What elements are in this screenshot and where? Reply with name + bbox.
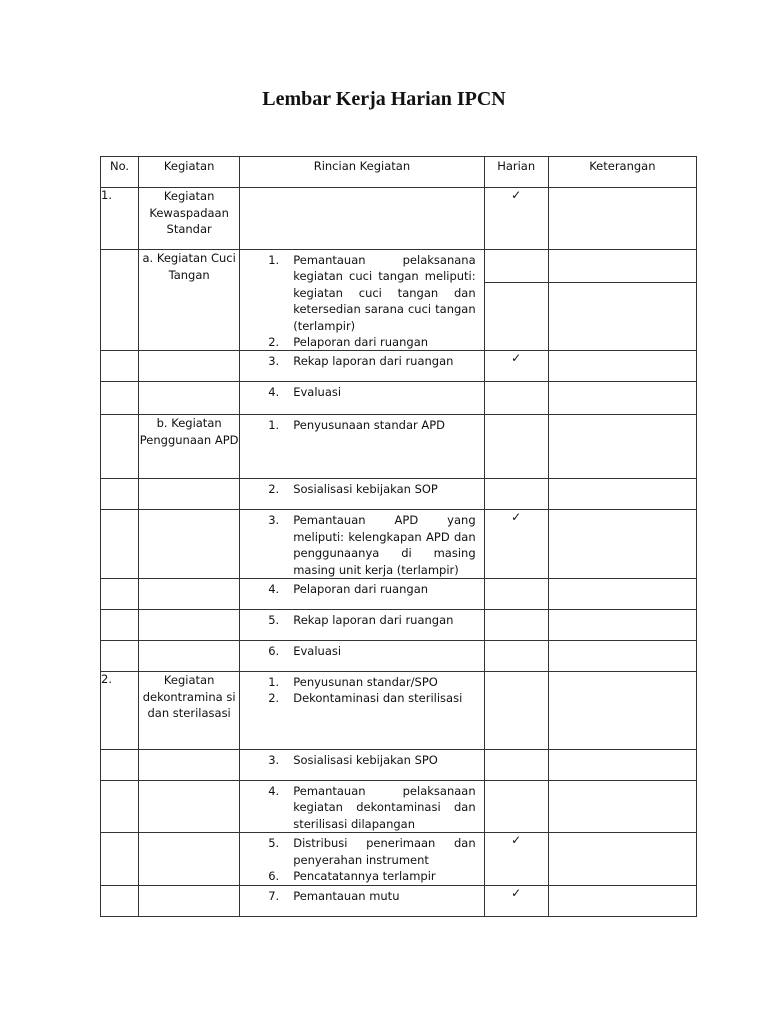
- cell-rincian: [240, 610, 484, 641]
- table-row: [101, 250, 697, 351]
- list-item-text: Sosialisasi kebijakan SPO: [293, 753, 438, 768]
- cell-no: [101, 885, 139, 916]
- cell-no: [101, 641, 139, 672]
- cell-no: [101, 510, 139, 579]
- list-item-number: 3.: [268, 354, 280, 369]
- list-item-text: Sosialisasi kebijakan SOP: [293, 482, 438, 497]
- list-item: [240, 384, 475, 400]
- harian-subcell: [485, 250, 548, 283]
- cell-kegiatan: [139, 885, 240, 916]
- cell-kegiatan: [139, 579, 240, 610]
- rincian-list: [240, 610, 483, 628]
- list-item-number: 1.: [268, 418, 280, 433]
- cell-kegiatan: [139, 610, 240, 641]
- table-row: [101, 885, 697, 916]
- list-item-text: Pemantauan pelaksanana kegiatan cuci tangan meliputi: kegiatan cuci tangan dan ketersedian sarana cuci tangan (terlampir): [293, 253, 476, 333]
- work-sheet-table: [100, 156, 697, 917]
- cell-rincian: [240, 781, 484, 833]
- cell-keterangan: [548, 672, 696, 750]
- list-item: [240, 612, 475, 628]
- cell-keterangan: [548, 833, 696, 885]
- cell-kegiatan: [139, 833, 240, 885]
- cell-harian: [484, 885, 548, 916]
- cell-rincian: [240, 641, 484, 672]
- table-row: [101, 750, 697, 781]
- cell-keterangan: [548, 250, 696, 351]
- table-body: [101, 188, 697, 917]
- cell-rincian: [240, 672, 484, 750]
- list-item-number: 1.: [268, 675, 280, 690]
- cell-harian: [484, 510, 548, 579]
- list-item-number: 2.: [268, 691, 280, 706]
- rincian-list: [240, 479, 483, 497]
- cell-keterangan: [548, 479, 696, 510]
- rincian-list: [240, 750, 483, 768]
- cell-no: [101, 415, 139, 479]
- list-item: [240, 581, 475, 597]
- table-row: [101, 382, 697, 415]
- cell-rincian: [240, 479, 484, 510]
- cell-harian: [484, 750, 548, 781]
- cell-kegiatan: [139, 351, 240, 382]
- cell-harian: [484, 479, 548, 510]
- list-item-text: Evaluasi: [293, 385, 342, 400]
- cell-rincian: [240, 510, 484, 579]
- keterangan-subcell: [549, 250, 696, 283]
- rincian-list: [240, 250, 483, 350]
- list-item-number: 4.: [268, 385, 280, 400]
- cell-no: [101, 479, 139, 510]
- cell-harian: [484, 781, 548, 833]
- checkmark-icon: ✓: [511, 351, 522, 366]
- rincian-list: [240, 886, 483, 904]
- table-row: [101, 510, 697, 579]
- list-item-number: 5.: [268, 836, 280, 851]
- list-item: [240, 417, 475, 433]
- list-item-text: Rekap laporan dari ruangan: [293, 613, 454, 628]
- cell-keterangan: [548, 781, 696, 833]
- cell-keterangan: [548, 641, 696, 672]
- table-row: [101, 833, 697, 885]
- list-item-number: 3.: [268, 513, 280, 528]
- cell-keterangan: [548, 510, 696, 579]
- list-item-text: Evaluasi: [293, 644, 342, 659]
- cell-rincian: [240, 885, 484, 916]
- cell-kegiatan: a. Kegiatan Cuci Tangan: [139, 250, 240, 351]
- header-no: No.: [101, 157, 139, 188]
- cell-kegiatan: [139, 479, 240, 510]
- list-item-text: Pencatatannya terlampir: [293, 869, 436, 884]
- list-item-number: 4.: [268, 784, 280, 799]
- list-item-text: Distribusi penerimaan dan penyerahan instrument: [293, 836, 476, 867]
- table-row: [101, 781, 697, 833]
- list-item-text: Pelaporan dari ruangan: [293, 335, 429, 350]
- list-item: [240, 888, 475, 904]
- cell-rincian: [240, 833, 484, 885]
- cell-kegiatan: [139, 781, 240, 833]
- cell-harian: [484, 382, 548, 415]
- table-row: [101, 672, 697, 750]
- list-item: [240, 690, 475, 706]
- cell-no: [101, 351, 139, 382]
- cell-no: [101, 833, 139, 885]
- cell-keterangan: [548, 351, 696, 382]
- checkmark-icon: ✓: [511, 188, 522, 202]
- list-item-text: Penyusunaan standar APD: [293, 418, 446, 433]
- cell-kegiatan: Kegiatan Kewaspadaan Standar: [139, 188, 240, 250]
- cell-harian: [484, 833, 548, 885]
- list-item: [240, 353, 475, 369]
- cell-kegiatan: b. Kegiatan Penggunaan APD: [139, 415, 240, 479]
- table-row: [101, 641, 697, 672]
- list-item-number: 3.: [268, 753, 280, 768]
- list-item: [240, 674, 475, 690]
- list-item-number: 5.: [268, 613, 280, 628]
- cell-rincian: [240, 750, 484, 781]
- header-keterangan: Keterangan: [548, 157, 696, 188]
- list-item: [240, 334, 475, 350]
- cell-no: [101, 750, 139, 781]
- cell-no: [101, 579, 139, 610]
- table-row: [101, 188, 697, 250]
- rincian-list: [240, 415, 483, 433]
- list-item-text: Pemantauan APD yang meliputi: kelengkapan APD dan penggunaanya di masing masing unit kerja (terlampir): [293, 513, 476, 577]
- cell-harian: [484, 579, 548, 610]
- cell-harian: [484, 610, 548, 641]
- cell-no: [101, 382, 139, 415]
- cell-harian: [484, 188, 548, 250]
- cell-harian: [484, 250, 548, 351]
- cell-no: 1.: [101, 188, 139, 250]
- cell-no: [101, 610, 139, 641]
- header-kegiatan: Kegiatan: [139, 157, 240, 188]
- cell-rincian: [240, 415, 484, 479]
- cell-rincian: [240, 250, 484, 351]
- list-item-text: Pelaporan dari ruangan: [293, 582, 429, 597]
- list-item-text: Rekap laporan dari ruangan: [293, 354, 454, 369]
- list-item-number: 2.: [268, 482, 280, 497]
- list-item-text: Pemantauan pelaksanaan kegiatan dekontaminasi dan sterilisasi dilapangan: [293, 784, 476, 831]
- cell-harian: [484, 641, 548, 672]
- cell-keterangan: [548, 579, 696, 610]
- cell-kegiatan: Kegiatan dekontramina si dan sterilasasi: [139, 672, 240, 750]
- list-item: [240, 512, 475, 578]
- cell-kegiatan: [139, 382, 240, 415]
- cell-kegiatan: [139, 510, 240, 579]
- list-item-text: Dekontaminasi dan sterilisasi: [293, 691, 463, 706]
- checkmark-icon: ✓: [511, 510, 522, 525]
- cell-keterangan: [548, 382, 696, 415]
- cell-rincian: [240, 579, 484, 610]
- rincian-list: [240, 781, 483, 832]
- list-item: [240, 252, 475, 334]
- checkmark-icon: ✓: [511, 833, 522, 848]
- cell-rincian: [240, 351, 484, 382]
- list-item-number: 2.: [268, 335, 280, 350]
- rincian-list: [240, 641, 483, 659]
- rincian-list: [240, 672, 483, 707]
- cell-rincian: [240, 188, 484, 250]
- list-item: [240, 835, 475, 868]
- table-row: [101, 610, 697, 641]
- cell-rincian: [240, 382, 484, 415]
- table-row: [101, 415, 697, 479]
- rincian-list: [240, 510, 483, 578]
- list-item-number: 7.: [268, 888, 280, 903]
- rincian-list: [240, 579, 483, 597]
- cell-keterangan: [548, 750, 696, 781]
- rincian-list: [240, 833, 483, 884]
- list-item: [240, 643, 475, 659]
- list-item: [240, 868, 475, 884]
- cell-keterangan: [548, 415, 696, 479]
- cell-harian: [484, 672, 548, 750]
- table-row: [101, 479, 697, 510]
- cell-no: [101, 781, 139, 833]
- cell-no: 2.: [101, 672, 139, 750]
- cell-kegiatan: [139, 750, 240, 781]
- list-item-number: 6.: [268, 869, 280, 884]
- list-item-text: Pemantauan mutu: [293, 888, 400, 903]
- cell-no: [101, 250, 139, 351]
- list-item-number: 6.: [268, 644, 280, 659]
- list-item: [240, 481, 475, 497]
- cell-keterangan: [548, 188, 696, 250]
- checkmark-icon: ✓: [511, 885, 522, 900]
- table-row: [101, 351, 697, 382]
- header-harian: Harian: [484, 157, 548, 188]
- rincian-list: [240, 351, 483, 369]
- rincian-list: [240, 382, 483, 400]
- list-item-number: 1.: [268, 253, 280, 267]
- header-rincian: Rincian Kegiatan: [240, 157, 484, 188]
- cell-harian: [484, 351, 548, 382]
- cell-keterangan: [548, 885, 696, 916]
- cell-keterangan: [548, 610, 696, 641]
- page-title: Lembar Kerja Harian IPCN: [262, 88, 506, 110]
- list-item: [240, 783, 475, 832]
- cell-kegiatan: [139, 641, 240, 672]
- table-row: [101, 579, 697, 610]
- list-item-text: Penyusunan standar/SPO: [293, 675, 438, 690]
- list-item: [240, 752, 475, 768]
- cell-harian: [484, 415, 548, 479]
- list-item-number: 4.: [268, 582, 280, 597]
- table-header-row: [101, 157, 697, 188]
